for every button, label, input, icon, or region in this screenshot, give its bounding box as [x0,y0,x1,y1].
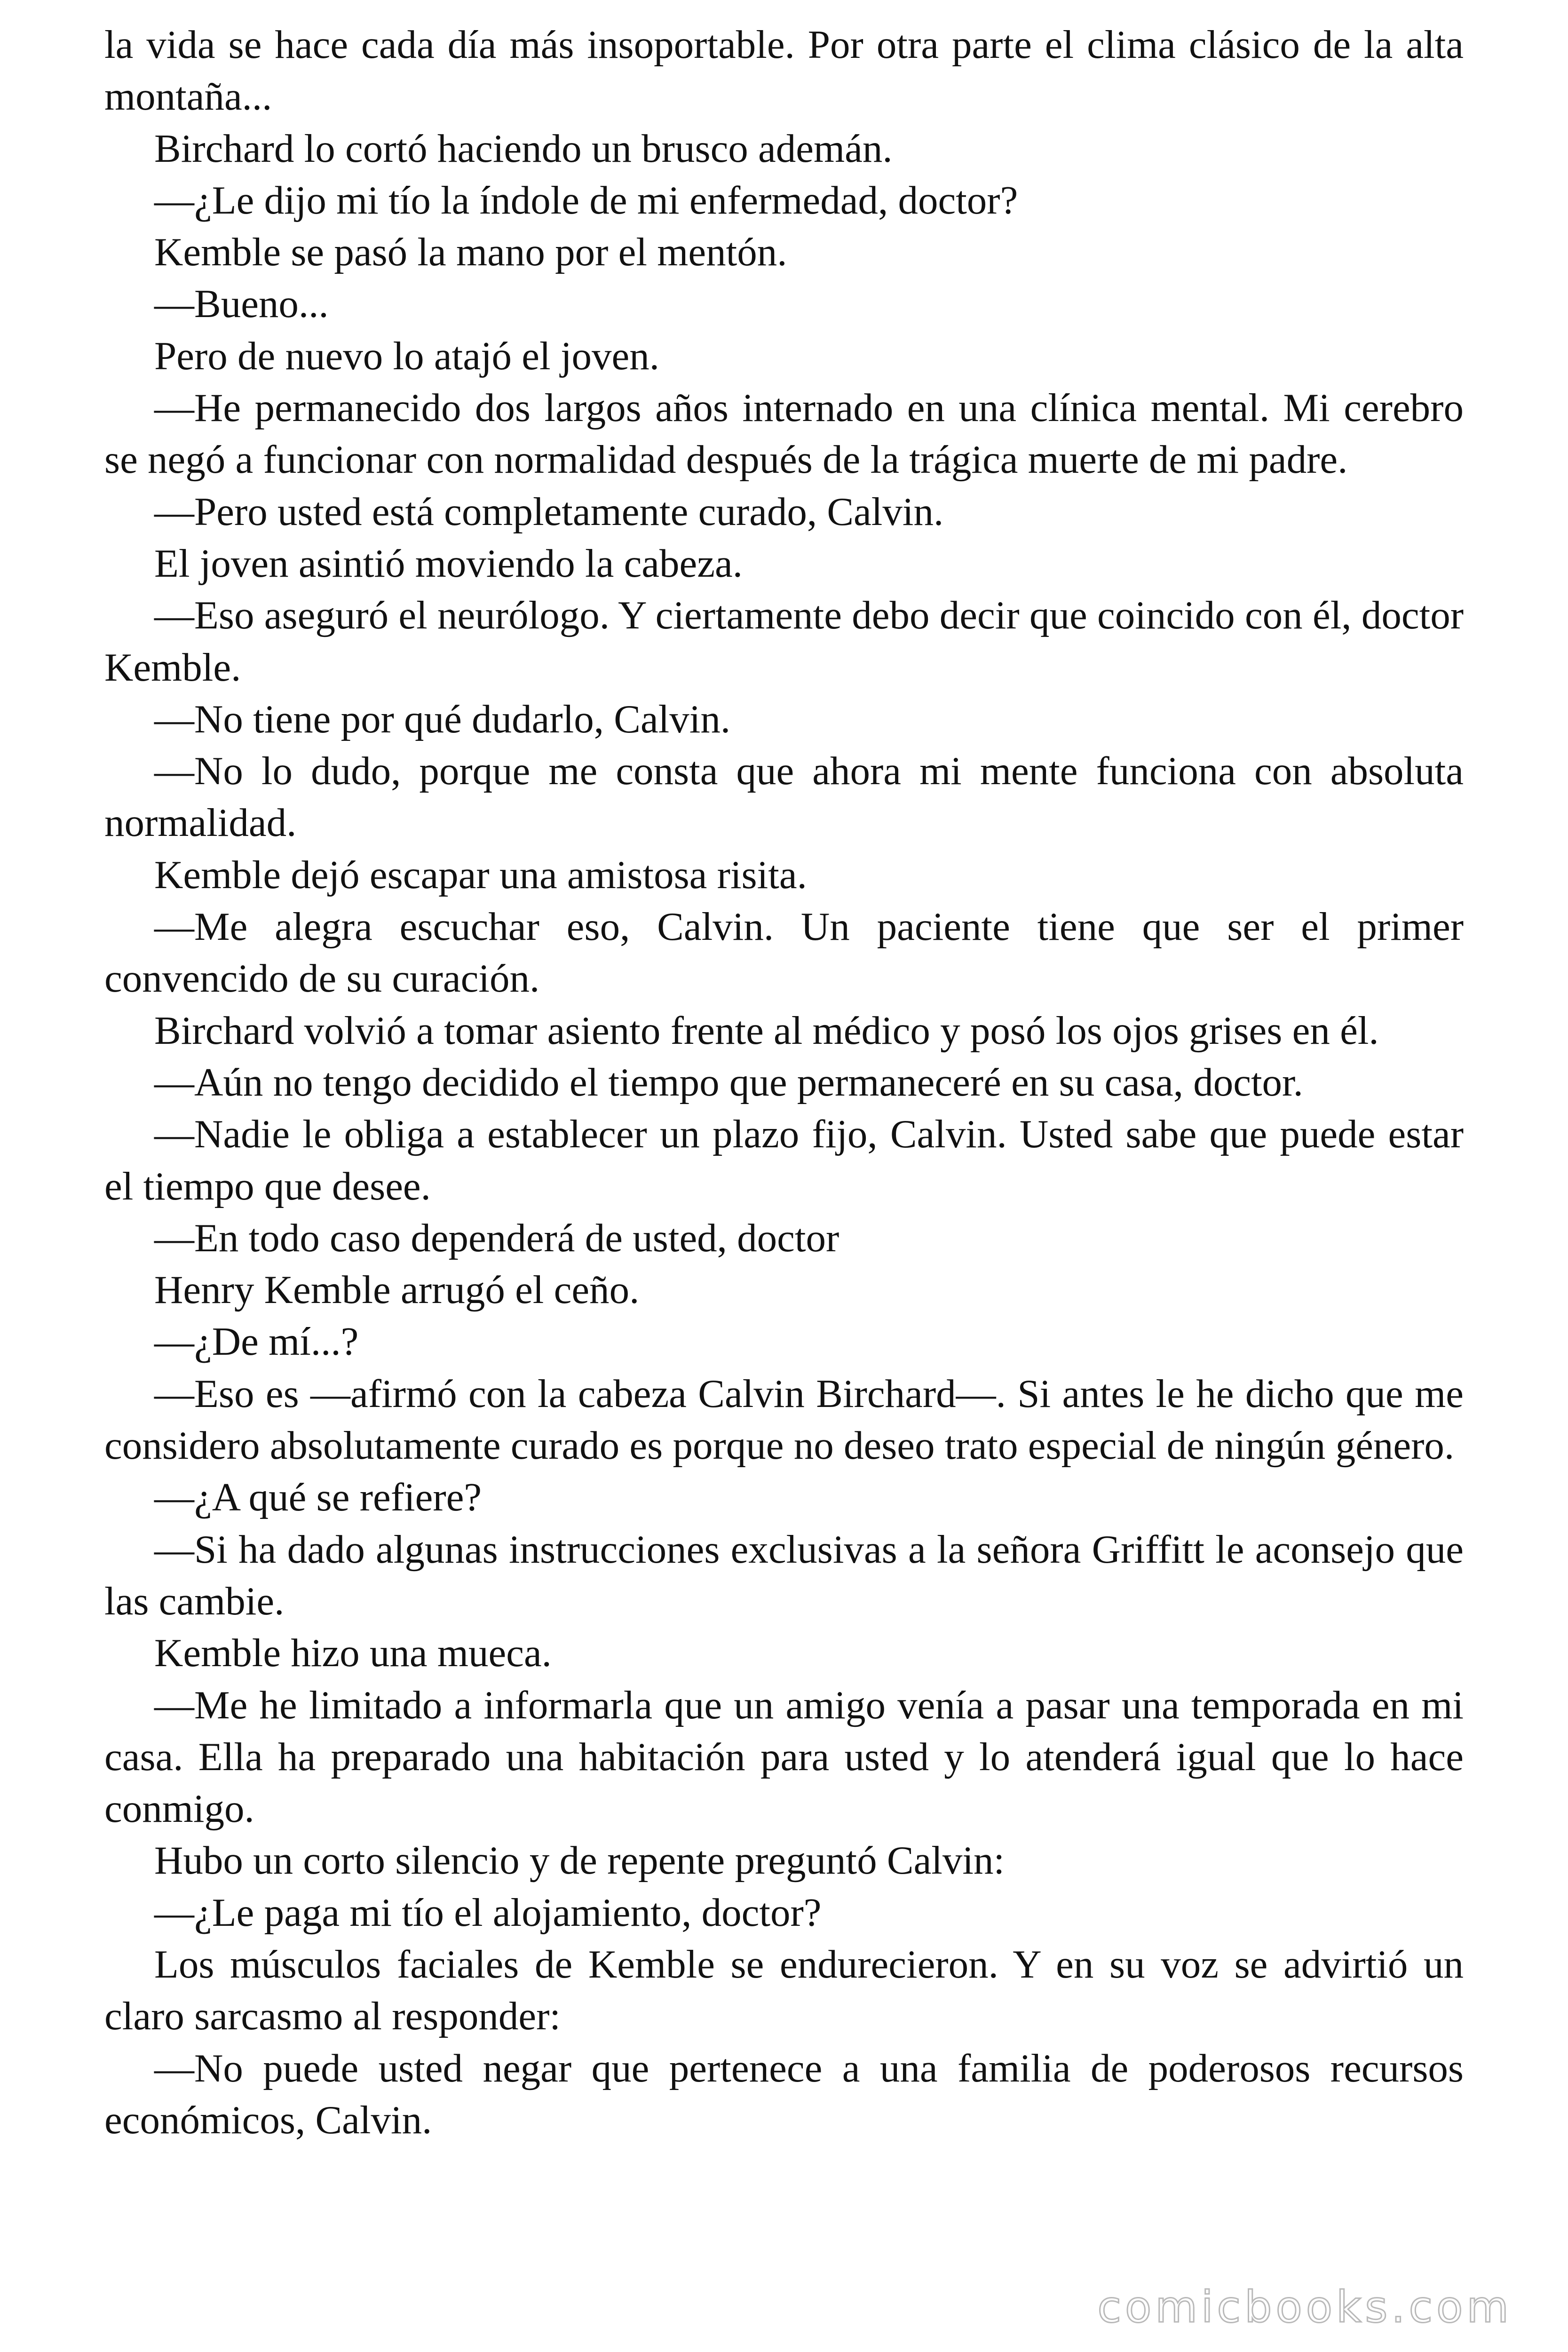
paragraph-6: Pero de nuevo lo atajó el joven. [154,334,659,378]
paragraph-18: —En todo caso dependerá de usted, doctor [154,1216,839,1260]
paragraph-10: —Eso aseguró el neurólogo. Y ciertamente debo decir que coincido con él, doctor Kemble. [104,593,1464,690]
paragraph-11: —No tiene por qué dudarlo, Calvin. [154,697,731,741]
paragraph-4: Kemble se pasó la mano por el mentón. [154,230,787,275]
paragraph-17: —Nadie le obliga a establecer un plazo fijo, Calvin. Usted sabe que puede estar el tiempo que desee. [104,1112,1464,1208]
paragraph-26: Hubo un corto silencio y de repente preguntó Calvin: [154,1838,1005,1883]
paragraph-1: la vida se hace cada día más insoportable. Por otra parte el clima clásico de la alta montaña... [104,23,1464,119]
paragraph-24: Kemble hizo una mueca. [154,1631,552,1676]
paragraph-7: —He permanecido dos largos años internado en una clínica mental. Mi cerebro se negó a funcionar con normalidad después de la trágica muerte de mi padre. [104,386,1464,482]
paragraph-15: Birchard volvió a tomar asiento frente al médico y posó los ojos grises en él. [154,1008,1379,1053]
paragraph-19: Henry Kemble arrugó el ceño. [154,1268,640,1312]
paragraph-28: Los músculos faciales de Kemble se endurecieron. Y en su voz se advirtió un claro sarcasmo al responder: [104,1942,1464,2039]
paragraph-13: Kemble dejó escapar una amistosa risita. [154,852,807,897]
paragraph-8: —Pero usted está completamente curado, Calvin. [154,489,944,534]
page-text [104,19,1464,2146]
paragraph-12: —No lo dudo, porque me consta que ahora mi mente funciona con absoluta normalidad. [104,749,1464,845]
paragraph-9: El joven asintió moviendo la cabeza. [154,541,743,586]
paragraph-3: —¿Le dijo mi tío la índole de mi enfermedad, doctor? [154,178,1018,222]
paragraph-23: —Si ha dado algunas instrucciones exclusivas a la señora Griffitt le aconsejo que las cambie. [104,1527,1464,1623]
watermark: comicbooks.com [1097,2282,1513,2332]
paragraph-29: —No puede usted negar que pertenece a una familia de poderosos recursos económicos, Calvin. [104,2046,1464,2142]
paragraph-21: —Eso es —afirmó con la cabeza Calvin Birchard—. Si antes le he dicho que me considero absolutamente curado es porque no deseo trato especial de ningún género. [104,1371,1464,1468]
paragraph-14: —Me alegra escuchar eso, Calvin. Un paciente tiene que ser el primer convencido de su curación. [104,905,1464,1001]
paragraph-5: —Bueno... [154,282,329,326]
paragraph-20: —¿De mí...? [154,1319,359,1364]
paragraph-2: Birchard lo cortó haciendo un brusco ademán. [154,126,893,171]
paragraph-25: —Me he limitado a informarla que un amigo venía a pasar una temporada en mi casa. Ella ha preparado una habitación para usted y lo atenderá igual que lo hace conmigo. [104,1683,1464,1831]
paragraph-27: —¿Le paga mi tío el alojamiento, doctor? [154,1890,822,1935]
paragraph-16: —Aún no tengo decidido el tiempo que permaneceré en su casa, doctor. [154,1060,1303,1104]
paragraph-22: —¿A qué se refiere? [154,1475,482,1520]
